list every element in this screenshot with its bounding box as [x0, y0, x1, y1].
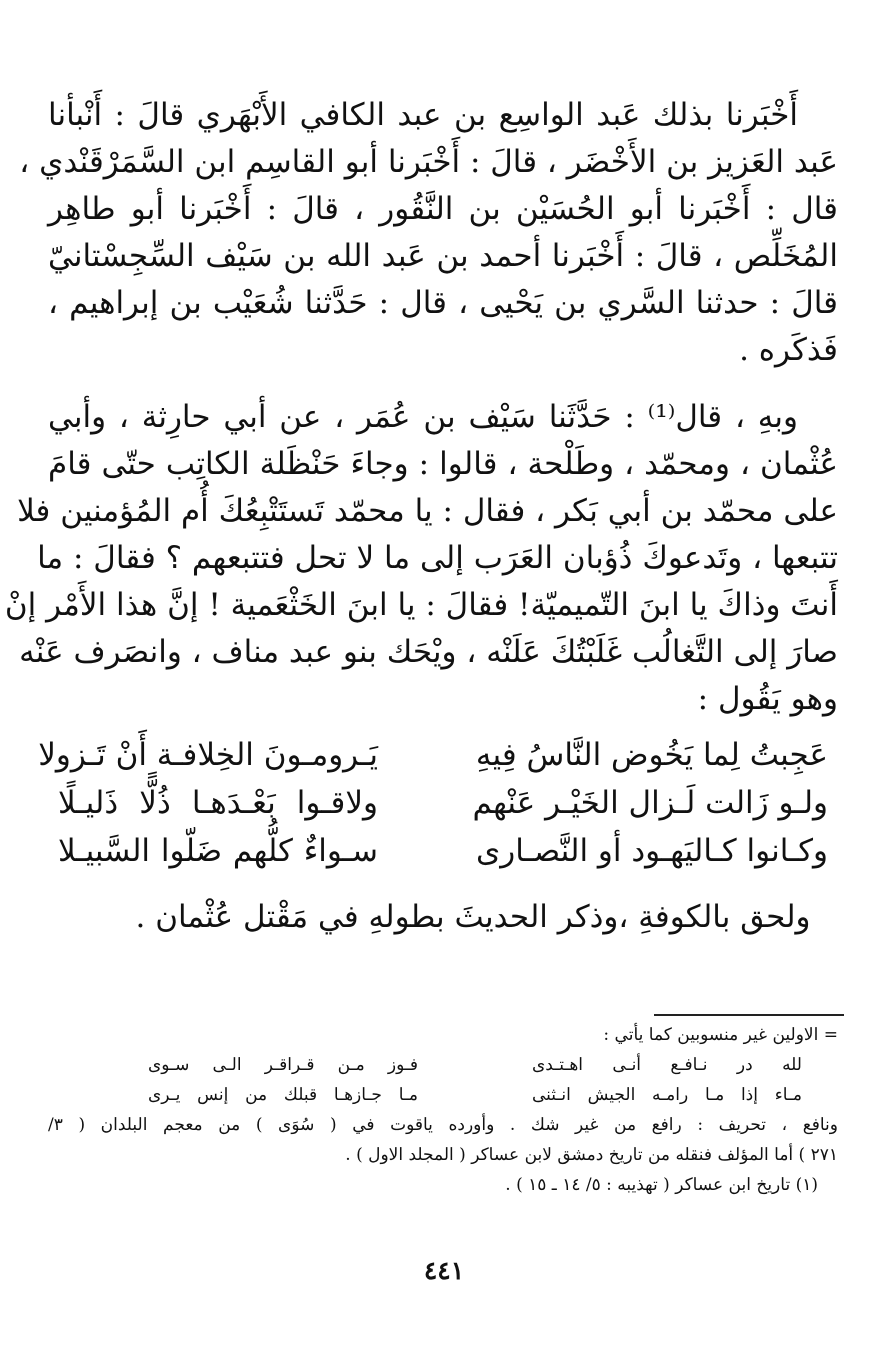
text-line: وهو يَقُول : [697, 681, 838, 717]
footnote-1: (١) تاريخ ابن عساكر ( تهذيبه : ٥/ ١٤ ـ ١٥ ) . [505, 1175, 818, 1195]
closing-line: ولحق بالكوفةِ ،وذكر الحديثَ بطولهِ في مَقْتل عُثْمان . [135, 899, 811, 935]
footnote-verse-second-hemistich: مـا جـازهـا قبلك من إنس يـرى [148, 1085, 418, 1105]
poem-verse [58, 827, 828, 875]
text-line: وبهِ ، قال⁽¹⁾ : حَدَّثَنا سَيْف بن عُمَر ، عن أبي حارِثة ، وأبي [48, 399, 799, 435]
footnote-text-line: ٢٧١ ) أما المؤلف فنقله من تاريخ دمشق لابن عساكر ( المجلد الاول ) . [345, 1145, 838, 1165]
poem [38, 731, 838, 875]
verse-first-hemistich: ولـو زَالت لَـزال الخَيْـر عَنْهم [472, 785, 828, 821]
page-number: ٤٤١ [423, 1256, 465, 1285]
text-line: المُخَلِّص ، قالَ : أَخْبَرنا أحمد بن عَبد الله بن سَيْف السِّجِسْتانيّ [48, 238, 838, 274]
footnote-verse-first-hemistich: مـاء إذا مـا رامـه الجيش انـثنى [532, 1085, 802, 1105]
text-line: تتبعها ، وتَدعوكَ ذُؤبان العَرَب إلى ما لا تحل فتتبعهم ؟ فقالَ : ما [37, 540, 838, 576]
footnote-verse-second-hemistich: فـوز مـن قـراقـر الـى سـوى [148, 1055, 418, 1075]
text-line: صارَ إلى التَّغالُب غَلَبْتُكَ عَلَنْه ، ويْحَك بنو عبد مناف ، وانصَرف عَنْه [19, 634, 838, 670]
paragraph-narration [4, 394, 838, 723]
text-line: قال : أَخْبَرنا أبو الحُسَيْن بن النَّقُور ، قالَ : أَخْبَرنا أبو طاهِر [48, 191, 838, 227]
verse-second-hemistich: سـواءٌ كلُّهم ضَلّوا السَّبيـلا [58, 833, 378, 869]
verse-second-hemistich: يَـرومـونَ الخِلافـة أَنْ تَـزولا [38, 737, 378, 773]
footnote-verse [48, 1050, 838, 1080]
text-line: عَبد العَزيز بن الأَخْضَر ، قالَ : أَخْبَرنا أبو القاسِم ابن السَّمَرْقَنْدي ، [19, 144, 838, 180]
footnote-text-line: ونافع ، تحريف : رافع من غير شك . وأورده ياقوت في ( سُوَى ) من معجم البلدان ( ٣/ [48, 1115, 838, 1135]
text-line: فَذكَره . [739, 332, 838, 368]
text-line: على محمّد بن أبي بَكر ، فقال : يا محمّد تَستَتْبِعُكَ أُم المُؤمنين فلا [17, 493, 838, 529]
footnote-verse-first-hemistich: لله در نـافـع أنـى اهـتـدى [532, 1055, 802, 1075]
main-text [4, 92, 838, 941]
poem-verse [58, 779, 828, 827]
poem-verse [38, 731, 828, 779]
text-line: عُثْمان ، ومحمّد ، وطَلْحة ، قالوا : وجاءَ حَنْظَلة الكاتِب حتّى قامَ [48, 446, 838, 482]
footnote-verse [48, 1080, 838, 1110]
verse-first-hemistich: عَجِبتُ لِما يَخُوض النَّاسُ فِيهِ [475, 737, 828, 773]
footnotes [48, 1020, 838, 1200]
text-line: أَنتَ وذاكَ يا ابنَ التّميميّة! فقالَ : يا ابنَ الخَثْعَمية ! إنَّ هذا الأَمْر إنْ [4, 587, 838, 623]
text-line: أَخْبَرنا بذلك عَبد الواسِع بن عبد الكافي الأَبْهَري قالَ : أَنْبأنا [48, 97, 798, 133]
verse-first-hemistich: وكـانوا كـاليَهـود أو النَّصـارى [476, 833, 828, 869]
footnote-continuation-intro: = الاولين غير منسوبين كما يأتي : [603, 1025, 838, 1045]
paragraph-isnad [19, 92, 838, 374]
verse-second-hemistich: ولاقـوا بَعْـدَهـا ذُلًّا ذَليـلًا [58, 785, 378, 821]
footnote-divider [654, 1014, 844, 1016]
text-line: قالَ : حدثنا السَّري بن يَحْيى ، قال : حَدَّثنا شُعَيْب بن إبراهيم ، [48, 285, 838, 321]
